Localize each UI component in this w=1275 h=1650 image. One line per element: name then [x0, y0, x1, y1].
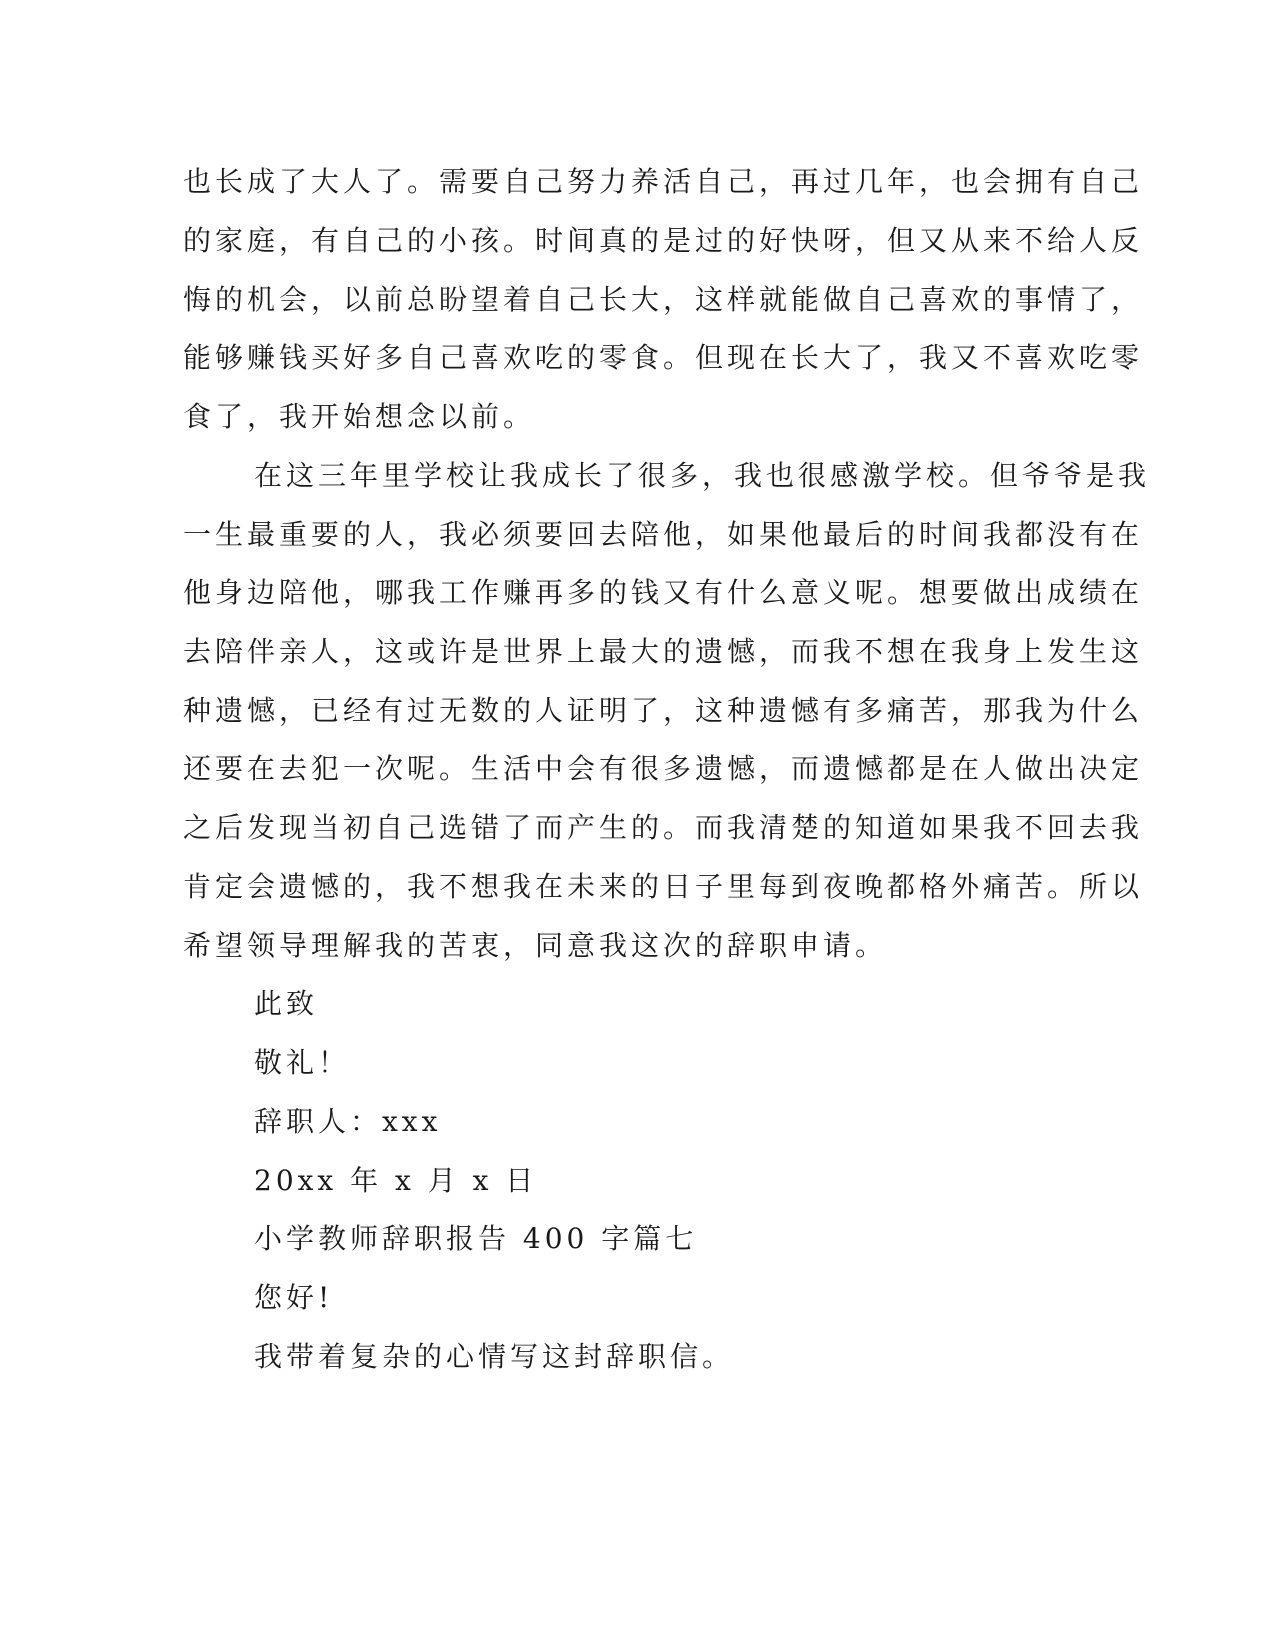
- paragraph-2-line-7: 之后发现当初自己选错了而产生的。而我清楚的知道如果我不回去我: [183, 811, 1144, 844]
- paragraph-2-line-9: 希望领导理解我的苦衷，同意我这次的辞职申请。: [183, 929, 888, 962]
- paragraph-2-line-3: 他身边陪他，哪我工作赚再多的钱又有什么意义呢。想要做出成绩在: [183, 576, 1144, 609]
- paragraph-1-line-5: 食了，我开始想念以前。: [183, 400, 536, 433]
- paragraph-2-line-1: 在这三年里学校让我成长了很多，我也很感激学校。但爷爷是我: [254, 459, 1151, 492]
- paragraph-2-line-8: 肯定会遗憾的，我不想我在未来的日子里每到夜晚都格外痛苦。所以: [183, 870, 1144, 903]
- salute-text: 敬礼！: [254, 1046, 351, 1079]
- opening-line: 我带着复杂的心情写这封辞职信。: [254, 1340, 735, 1373]
- greeting-text: 您好!: [254, 1281, 334, 1314]
- signer-text: 辞职人：xxx: [254, 1105, 442, 1138]
- paragraph-2-line-4: 去陪伴亲人，这或许是世界上最大的遗憾，而我不想在我身上发生这: [183, 635, 1144, 668]
- paragraph-1-line-2: 的家庭，有自己的小孩。时间真的是过的好快呀，但又从来不给人反: [183, 224, 1144, 257]
- closing-text: 此致: [254, 987, 319, 1020]
- paragraph-2-line-6: 还要在去犯一次呢。生活中会有很多遗憾，而遗憾都是在人做出决定: [183, 752, 1144, 785]
- paragraph-2-line-5: 种遗憾，已经有过无数的人证明了，这种遗憾有多痛苦，那我为什么: [183, 694, 1144, 727]
- date-text: 20xx 年 x 月 x 日: [254, 1164, 538, 1197]
- paragraph-1-line-1: 也长成了大人了。需要自己努力养活自己，再过几年，也会拥有自己: [183, 165, 1144, 198]
- paragraph-1-line-4: 能够赚钱买好多自己喜欢吃的零食。但现在长大了，我又不喜欢吃零: [183, 341, 1144, 374]
- paragraph-2-line-2: 一生最重要的人，我必须要回去陪他，如果他最后的时间我都没有在: [183, 518, 1144, 551]
- paragraph-1-line-3: 悔的机会，以前总盼望着自己长大，这样就能做自己喜欢的事情了，: [183, 283, 1144, 316]
- section-title: 小学教师辞职报告 400 字篇七: [254, 1222, 698, 1255]
